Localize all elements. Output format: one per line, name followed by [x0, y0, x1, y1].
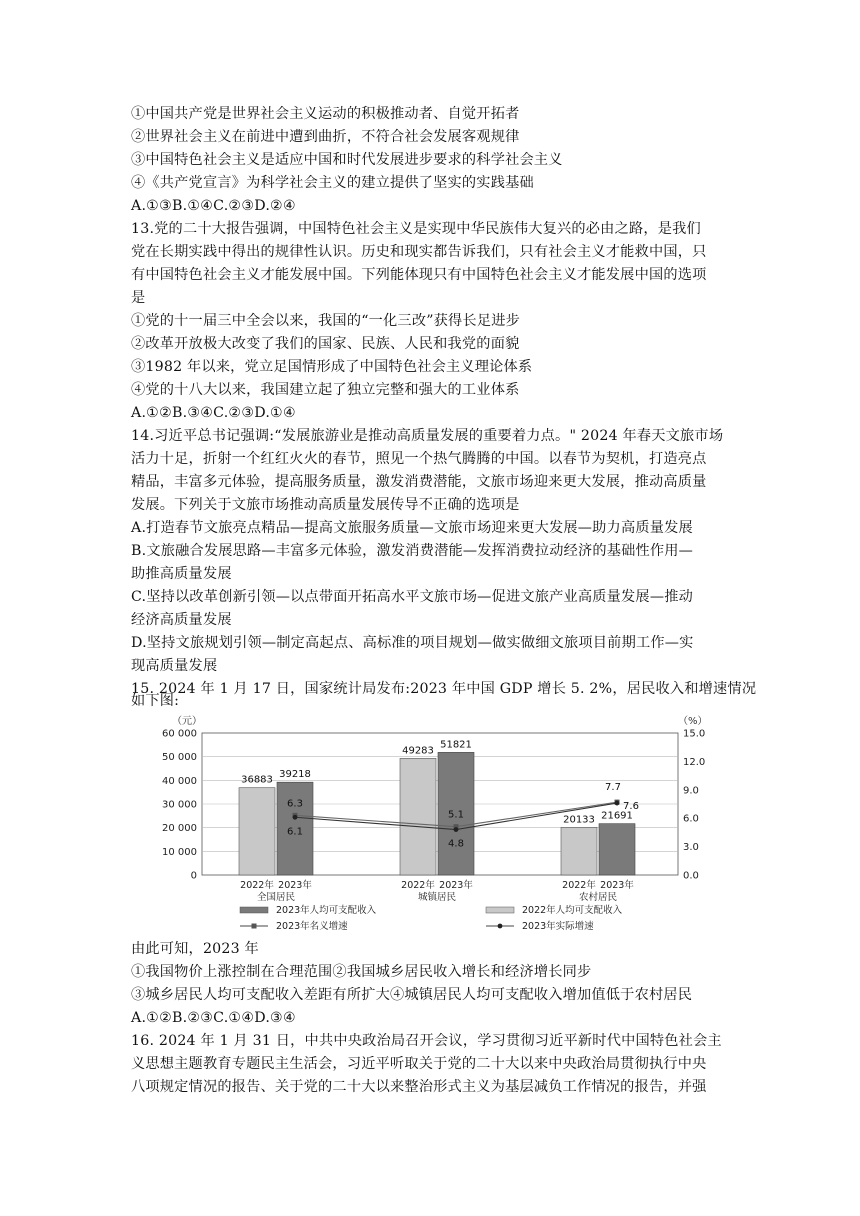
q13-stem-1: 13.党的二十大报告强调，中国特色社会主义是实现中华民族伟大复兴的必由之路，是我们: [131, 221, 701, 237]
q13-option-3: ③1982 年以来，党立足国情形成了中国特色社会主义理论体系: [131, 359, 533, 375]
q15-answers: A.①②B.②③C.①④D.③④: [131, 1010, 296, 1026]
legend-label: 2022年人均可支配收入: [522, 905, 623, 916]
q12-answers: A.①③B.①④C.②③D.②④: [131, 198, 296, 214]
q14-option-a: A.打造春节文旅亮点精品—提高文旅服务质量—文旅市场迎来更大发展—助力高质量发展: [131, 520, 693, 536]
legend-label: 2023年实际增速: [522, 921, 594, 932]
real-growth-point: [454, 827, 459, 832]
q13-stem-2: 党在长期实践中得出的规律性认识。历史和现实都告诉我们，只有社会主义才能救中国，只: [131, 244, 707, 260]
left-tick-label: 20 000: [162, 823, 197, 835]
legend-swatch: [486, 907, 514, 913]
q13-option-4: ④党的十八大以来，我国建立起了独立完整和强大的工业体系: [131, 382, 520, 398]
bar-2022: [239, 788, 275, 875]
growth-value-label: 6.1: [287, 826, 303, 838]
year-label: 2023年: [278, 880, 312, 891]
bar-2022: [561, 827, 597, 875]
q14-option-c-2: 经济高质量发展: [131, 612, 232, 628]
q16-stem-3: 八项规定情况的报告、关于党的二十大以来整治形式主义为基层减负工作情况的报告，并强: [131, 1079, 707, 1095]
left-tick-label: 30 000: [162, 799, 197, 811]
group-label: 全国居民: [256, 892, 296, 903]
left-tick-label: 60 000: [162, 728, 197, 740]
q14-stem-3: 精品，丰富多元体验，提高服务质量，激发消费潜能，文旅市场迎来更大发展，推动高质量: [131, 474, 707, 490]
right-tick-label: 0.0: [683, 870, 699, 882]
left-tick-label: 40 000: [162, 775, 197, 787]
left-axis-unit: （元）: [172, 716, 202, 727]
q14-option-d-1: D.坚持文旅规划引领—制定高起点、高标准的项目规划—做实做细文旅项目前期工作—实: [131, 635, 694, 651]
group-label: 城镇居民: [417, 892, 457, 903]
q13-stem-4: 是: [131, 290, 146, 306]
group-label: 农村居民: [578, 892, 618, 903]
growth-value-label: 7.7: [605, 782, 621, 794]
income-growth-chart: [140, 707, 740, 937]
legend-marker: [498, 924, 503, 929]
bar-value-label: 21691: [601, 810, 633, 822]
q13-option-1: ①党的十一届三中全会以来，我国的“一化三改”获得长足进步: [131, 313, 520, 329]
q15-after-3: ③城乡居民人均可支配收入差距有所扩大④城镇居民人均可支配收入增加值低于农村居民: [131, 987, 693, 1003]
bar-value-label: 49283: [402, 745, 434, 757]
plot-area: [162, 729, 705, 904]
year-label: 2023年: [600, 880, 634, 891]
chart-legend: [240, 904, 623, 932]
q15-stem-2: 如下图:: [131, 693, 180, 709]
q15-stem-1: 15. 2024 年 1 月 17 日，国家统计局发布:2023 年中国 GDP 增长 5. 2%，居民收入和增速情况: [131, 681, 757, 697]
right-tick-label: 6.0: [683, 813, 699, 825]
q13-answers: A.①②B.③④C.②③D.①④: [131, 405, 296, 421]
right-tick-label: 9.0: [683, 785, 699, 797]
bar-2022: [400, 758, 436, 875]
real-growth-point: [293, 815, 298, 820]
q15-after-2: ①我国物价上涨控制在合理范围②我国城乡居民收入增长和经济增长同步: [131, 964, 592, 980]
growth-value-label: 5.1: [448, 809, 464, 821]
right-axis-unit: （%）: [678, 716, 708, 727]
q15-after-1: 由此可知，2023 年: [131, 941, 259, 957]
bar-value-label: 39218: [279, 769, 311, 781]
q12-option-1: ①中国共产党是世界社会主义运动的积极推动者、自觉开拓者: [131, 106, 520, 122]
legend-marker: [252, 924, 257, 929]
legend-label: 2023年人均可支配收入: [276, 905, 377, 916]
right-tick-label: 12.0: [683, 756, 706, 768]
right-tick-label: 3.0: [683, 842, 699, 854]
q12-option-4: ④《共产党宣言》为科学社会主义的建立提供了坚实的实践基础: [131, 175, 534, 191]
bar-value-label: 20133: [563, 814, 595, 826]
q12-option-2: ②世界社会主义在前进中遭到曲折，不符合社会发展客观规律: [131, 129, 520, 145]
year-label: 2022年: [401, 880, 435, 891]
year-label: 2022年: [240, 880, 274, 891]
growth-value-label: 7.6: [623, 801, 639, 813]
q14-stem-2: 活力十足，折射一个红红火火的春节，照见一个热气腾腾的中国。以春节为契机，打造亮点: [131, 451, 707, 467]
bar-value-label: 36883: [241, 774, 273, 786]
left-tick-label: 0: [190, 870, 197, 882]
growth-value-label: 4.8: [448, 838, 464, 850]
growth-value-label: 6.3: [287, 798, 303, 810]
q16-stem-1: 16. 2024 年 1 月 31 日，中共中央政治局召开会议，学习贯彻习近平新时代中国特色社会主: [131, 1033, 722, 1049]
q13-stem-3: 有中国特色社会主义才能发展中国。下列能体现只有中国特色社会主义才能发展中国的选项: [131, 267, 707, 283]
q14-option-d-2: 现高质量发展: [131, 658, 218, 674]
q12-option-3: ③中国特色社会主义是适应中国和时代发展进步要求的科学社会主义: [131, 152, 563, 168]
q14-stem-1: 14.习近平总书记强调:“发展旅游业是推动高质量发展的重要着力点。" 2024 年春天文旅市场: [131, 428, 724, 444]
q13-option-2: ②改革开放极大改变了我们的国家、民族、人民和我党的面貌: [131, 336, 520, 352]
right-tick-label: 15.0: [683, 728, 706, 740]
q14-option-c-1: C.坚持以改革创新引领—以点带面开拓高水平文旅市场—促进文旅产业高质量发展—推动: [131, 589, 693, 605]
left-tick-label: 50 000: [162, 752, 197, 764]
bar-value-label: 51821: [440, 739, 472, 751]
q14-option-b-2: 助推高质量发展: [131, 566, 232, 582]
legend-swatch: [240, 907, 268, 913]
q16-stem-2: 义思想主题教育专题民主生活会，习近平听取关于党的二十大以来中央政治局贯彻执行中央: [131, 1056, 707, 1072]
q14-stem-4: 发展。下列关于文旅市场推动高质量发展传导不正确的选项是: [131, 497, 520, 513]
year-label: 2022年: [562, 880, 596, 891]
left-tick-label: 10 000: [162, 846, 197, 858]
legend-label: 2023年名义增速: [276, 921, 348, 932]
real-growth-point: [615, 801, 620, 806]
year-label: 2023年: [439, 880, 473, 891]
bar-2023: [599, 824, 635, 875]
q14-option-b-1: B.文旅融合发展思路—丰富多元体验，激发消费潜能—发挥消费拉动经济的基础性作用—: [131, 543, 694, 559]
